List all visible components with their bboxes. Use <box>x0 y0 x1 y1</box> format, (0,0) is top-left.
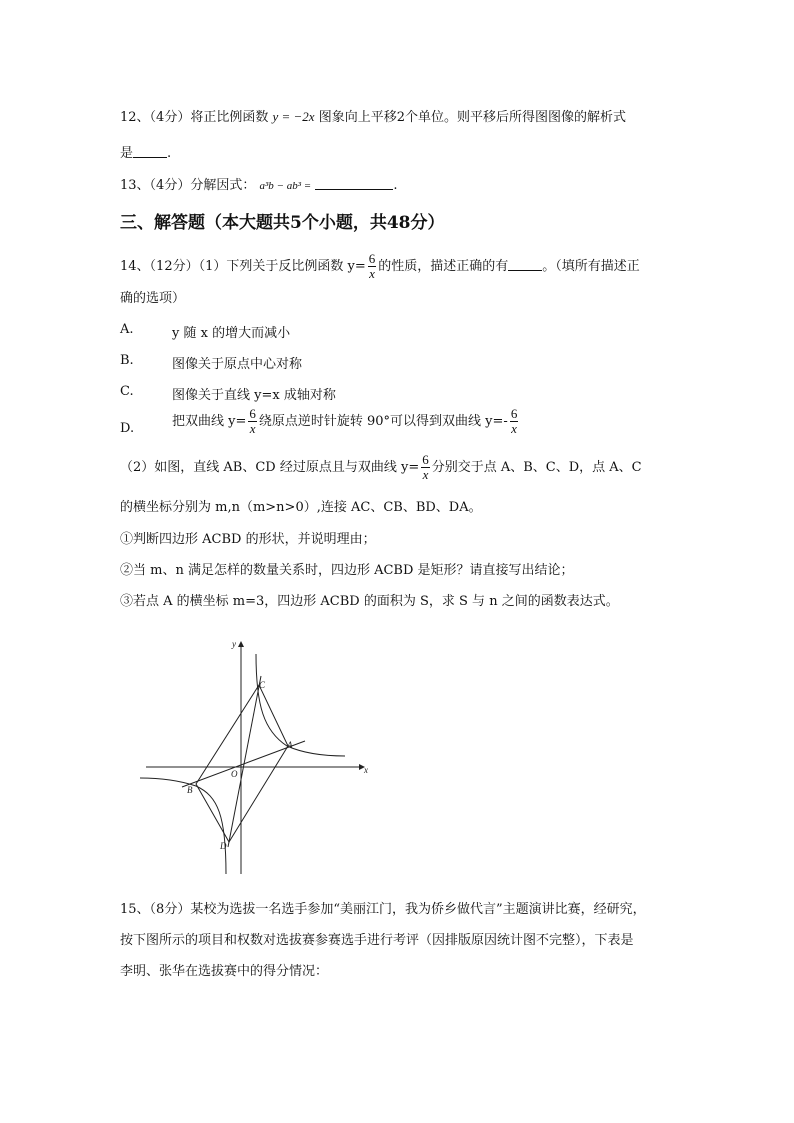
q12-end: . <box>167 146 172 161</box>
q14-part2-b: 分别交于点 A、B、C、D，点 A、C <box>431 460 642 475</box>
q12-line2-text: 是 <box>120 146 134 161</box>
hyperbola-figure <box>140 636 380 876</box>
fraction-6-over-x <box>368 252 377 281</box>
option-d-label: D. <box>120 421 135 436</box>
fraction-6-over-x <box>248 407 257 436</box>
line-cd <box>228 676 261 847</box>
frac-den: x <box>422 467 429 482</box>
axis-x-label: x <box>364 765 368 775</box>
q14-intro-c: 。（填所有描述正 <box>542 259 640 274</box>
q14-intro-a: 14、（12分）（1）下列关于反比例函数 y= <box>120 259 366 274</box>
q13-formula: a³b − ab³ = <box>259 180 312 192</box>
frac-num: 6 <box>368 251 376 266</box>
frac-num: 6 <box>510 406 518 421</box>
q14-sub1: ①判断四边形 ACBD 的形状，并说明理由； <box>120 532 376 547</box>
q14-intro <box>120 252 640 281</box>
frac-den: x <box>249 421 256 436</box>
quadrilateral-acbd <box>196 685 288 842</box>
fraction-6-over-x <box>421 453 430 482</box>
section-heading: 三、解答题（本大题共5个小题，共48分） <box>120 213 445 233</box>
q14-sub3: ③若点 A 的横坐标 m=3，四边形 ACBD 的面积为 S，求 S 与 n 之间的函数表达式。 <box>120 594 619 609</box>
q14-intro-b: 的性质，描述正确的有 <box>378 259 509 274</box>
point-d-label: D <box>220 841 227 851</box>
option-b-text: 图像关于原点中心对称 <box>172 357 303 372</box>
q14-intro-line2: 确的选项） <box>120 291 186 306</box>
option-d-text <box>172 407 520 436</box>
option-b-label: B. <box>120 353 134 368</box>
q14-part2-line2: 的横坐标分别为 m,n（m>n>0）,连接 AC、CB、BD、DA。 <box>120 500 482 515</box>
point-a-label: A <box>287 740 293 750</box>
q13-prefix: 13、（4分）分解因式： <box>120 178 256 193</box>
frac-num: 6 <box>249 406 256 421</box>
q14-sub2: ②当 m、n 满足怎样的数量关系时，四边形 ACBD 是矩形？请直接写出结论； <box>120 563 574 578</box>
frac-num: 6 <box>422 452 429 467</box>
frac-den: x <box>369 266 375 281</box>
q12-prefix: 12、（4分）将正比例函数 <box>120 110 269 125</box>
point-b-label: B <box>187 785 193 795</box>
option-a-label: A. <box>120 322 134 337</box>
point-c-label: C <box>259 680 266 690</box>
q15-line2: 按下图所示的项目和权数对选拔赛参赛选手进行考评（因排版原因统计图不完整），下表是 <box>120 933 634 948</box>
q13-line <box>120 177 397 195</box>
q14-part2-a: （2）如图，直线 AB、CD 经过原点且与双曲线 y= <box>120 460 420 475</box>
q12-suffix: 图象向上平移2个单位。则平移后所得图图像的解析式 <box>318 110 626 125</box>
option-c-text: 图像关于直线 y=x 成轴对称 <box>172 388 336 403</box>
answer-blank <box>508 258 542 271</box>
q12-formula: y = −2x <box>272 109 315 124</box>
option-d-text-a: 把双曲线 y= <box>172 414 247 429</box>
hyperbola-branch-q1 <box>256 654 345 756</box>
option-d-text-b: 绕原点逆时针旋转 90°可以得到双曲线 y=- <box>258 414 508 429</box>
hyperbola-branch-q3 <box>140 778 226 874</box>
origin-label: O <box>231 769 238 779</box>
answer-blank <box>133 145 167 158</box>
q14-part2-line1 <box>120 453 642 482</box>
option-c-label: C. <box>120 384 134 399</box>
axis-y-label: y <box>232 639 236 649</box>
fraction-6-over-x <box>510 407 519 436</box>
q15-line3: 李明、张华在选拔赛中的得分情况： <box>120 964 329 979</box>
option-a-text: y 随 x 的增大而减小 <box>172 326 291 341</box>
q15-line1: 15、（8分）某校为选拔一名选手参加“美丽江门，我为侨乡做代言”主题演讲比赛，经研究， <box>120 902 646 917</box>
q12-line2 <box>120 145 171 163</box>
q13-end: . <box>393 178 398 193</box>
frac-den: x <box>511 421 517 436</box>
q12-line1 <box>120 108 626 127</box>
answer-blank <box>315 177 393 190</box>
